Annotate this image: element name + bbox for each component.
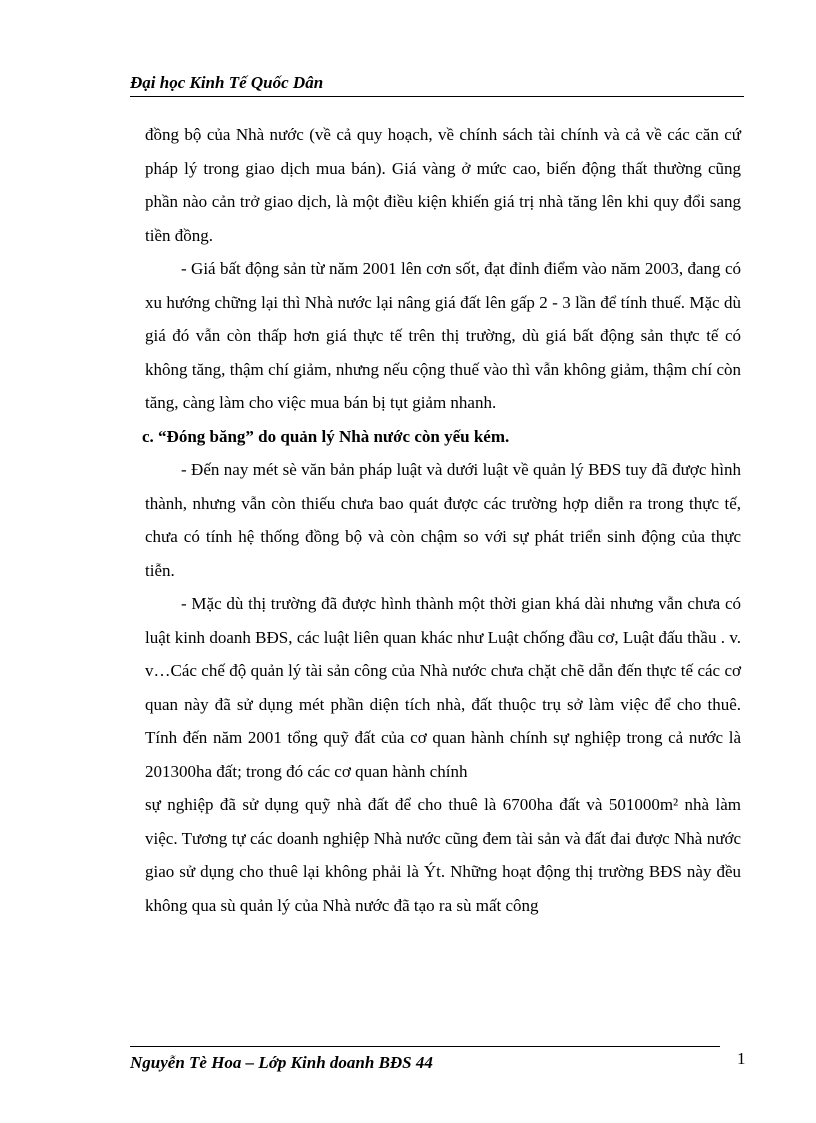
footer-rule: [130, 1046, 720, 1047]
page-number: 1: [737, 1049, 746, 1068]
paragraph-land-use: sự nghiệp đã sử dụng quỹ nhà đất để cho thuê là 6700ha đất và 501000m² nhà làm việc. Tương tự các doanh nghiệp Nhà nước cũng đem tài sản và đất đai được Nhà nước giao sử dụng cho thuê lại không phải là Ýt. Những hoạt động thị trường BĐS này đều không qua sù quản lý của Nhà nước đã tạo ra sù mất công: [145, 795, 741, 915]
header-title: Đại học Kinh Tế Quốc Dân: [130, 73, 324, 92]
footer-author: Nguyễn Tè Hoa – Lớp Kinh doanh BĐS 44: [130, 1053, 433, 1072]
paragraph-legal-documents: - Đến nay mét sè văn bản pháp luật và dưới luật về quản lý BĐS tuy đã được hình thành, nhưng vẫn còn thiếu chưa bao quát được các trường hợp diễn ra trong thực tế, chưa có tính hệ thống đồng bộ và còn chậm so với sự phát triển sinh động của thực tiễn.: [145, 460, 741, 580]
document-body: [142, 118, 741, 922]
page-header: [130, 70, 744, 97]
paragraph-real-estate-price: - Giá bất động sản từ năm 2001 lên cơn sốt, đạt đỉnh điểm vào năm 2003, đang có xu hướng chững lại thì Nhà nước lại nâng giá đất lên gấp 2 - 3 lần để tính thuế. Mặc dù giá đó vẫn còn thấp hơn giá thực tế trên thị trường, dù giá bất động sản thực tế có không tăng, thậm chí giảm, nhưng nếu cộng thuế vào thì vẫn không giảm, thậm chí còn tăng, càng làm cho việc mua bán bị tụt giảm nhanh.: [145, 259, 741, 412]
paragraph-market-law: - Mặc dù thị trường đã được hình thành một thời gian khá dài nhưng vẫn chưa có luật kinh doanh BĐS, các luật liên quan khác như Luật chống đầu cơ, Luật đấu thầu . v. v…Các chế độ quản lý tài sản công của Nhà nước chưa chặt chẽ dẫn đến thực tế các cơ quan này đã sử dụng mét phần diện tích nhà, đất thuộc trụ sở làm việc để cho thuê. Tính đến năm 2001 tổng quỹ đất của cơ quan hành chính sự nghiệp trong cả nước là 201300ha đất; trong đó các cơ quan hành chính: [145, 594, 741, 781]
paragraph-continuation: đồng bộ của Nhà nước (về cả quy hoạch, về chính sách tài chính và cả về các căn cứ pháp lý trong giao dịch mua bán). Giá vàng ở mức cao, biến động thất thường cũng phần nào cản trở giao dịch, là một điều kiện khiến giá trị nhà tăng lên khi quy đổi sang tiền đồng.: [145, 125, 741, 245]
section-heading: c. “Đóng băng” do quản lý Nhà nước còn yếu kém.: [142, 426, 510, 446]
